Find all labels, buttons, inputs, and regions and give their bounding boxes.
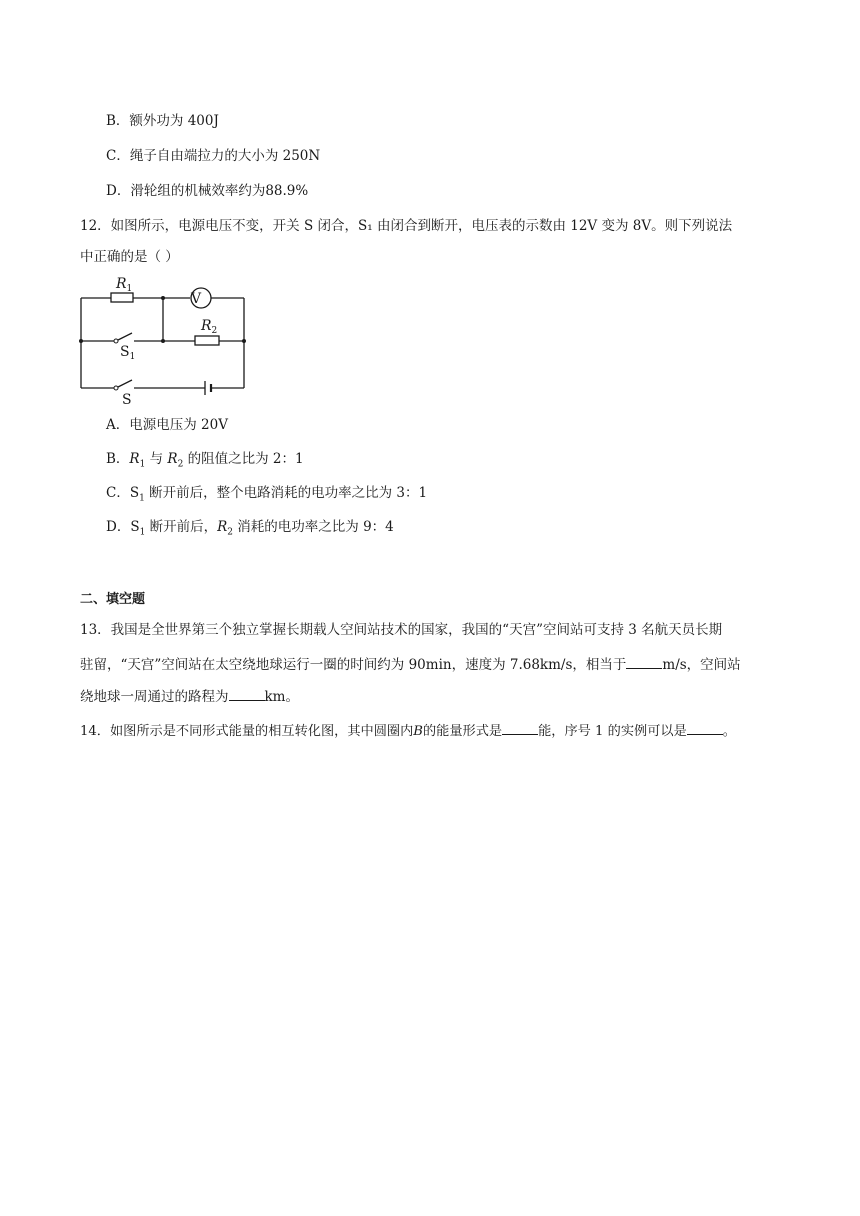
q12-circuit-diagram <box>74 272 254 406</box>
q12-option-c: C．$S_1$ 断开前后，整个电路消耗的电功率之比为 3：1 <box>106 485 428 504</box>
section-title-fill-blank: 二、填空题 <box>80 592 146 607</box>
q14-blank-energy[interactable] <box>502 720 538 735</box>
resistor-r1 <box>111 293 133 302</box>
q12-stem-line2: 中正确的是（ ） <box>80 249 179 265</box>
resistor-r2 <box>195 336 219 345</box>
r1-label: $R_1$ <box>116 276 133 294</box>
s1-label: $S_1$ <box>120 344 136 362</box>
q13-blank-speed[interactable] <box>626 654 662 669</box>
q13-line1: 13．我国是全世界第三个独立掌握长期载人空间站技术的国家，我国的“天宫”空间站可支持 3 名航天员长期 <box>80 622 723 638</box>
switch-s <box>116 380 132 388</box>
q13-blank-distance[interactable] <box>229 686 265 701</box>
q11-option-b: B．额外功为 400J <box>106 113 219 129</box>
q11-option-c: C．绳子自由端拉力的大小为 250N <box>106 148 321 164</box>
s-label: S <box>122 392 132 406</box>
q13-line2: 驻留，“天宫”空间站在太空绕地球运行一圈的时间约为 90min，速度为 7.68km/s，相当于 m/s，空间站 <box>80 654 741 675</box>
q12-stem-line1: 12．如图所示，电源电压不变，开关 S 闭合，S₁ 由闭合到断开，电压表的示数由 12V 变为 8V。则下列说法 <box>80 218 733 234</box>
q13-line3: 绕地球一周通过的路程为 km。 <box>80 686 299 707</box>
q14-line: 14．如图所示是不同形式能量的相互转化图，其中圆圈内B的能量形式是 能，序号 1 的实例可以是 。 <box>80 720 736 742</box>
q12-option-d: D．$S_1$ 断开前后，$R_2$ 消耗的电功率之比为 9：4 <box>106 519 394 538</box>
switch-s1 <box>116 333 132 341</box>
voltmeter-label: V <box>190 291 202 307</box>
q12-option-b: B．$R_1$ 与 $R_2$ 的阻值之比为 2：1 <box>106 451 304 470</box>
q14-blank-example[interactable] <box>687 720 723 735</box>
q11-option-d: D．滑轮组的机械效率约为88.9% <box>106 183 309 199</box>
q12-option-a: A．电源电压为 20V <box>106 417 228 433</box>
r2-label: $R_2$ <box>201 318 218 336</box>
